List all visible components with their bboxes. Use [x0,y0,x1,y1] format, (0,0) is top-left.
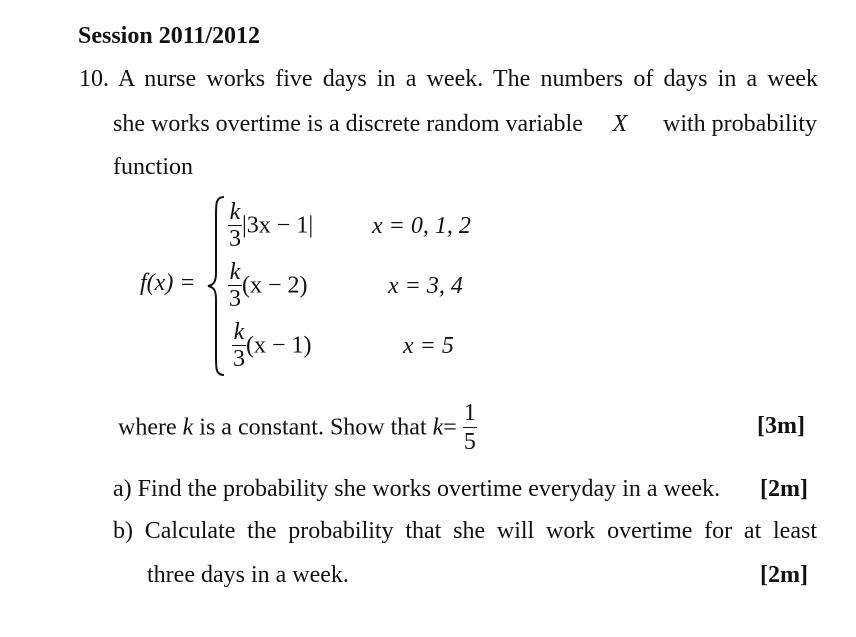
constant-mid: is a constant. Show that [199,414,427,441]
case-2-denominator: 3 [229,286,241,312]
question-line-2 [113,110,817,138]
constant-fraction [463,399,477,456]
case-3-expression: (x − 1) [246,332,312,359]
question-line-2-pre: she works overtime is a discrete random variable [113,111,583,137]
constant-k2: k [432,414,444,441]
case-1-fraction [228,199,242,252]
constant-denominator: 5 [463,429,476,455]
part-a-text: a) Find the probability she works overtime everyday in a week. [113,476,721,502]
case-3-condition: x = 5 [403,333,454,359]
constant-k: k [182,414,194,441]
constant-marks: [3m] [757,413,805,439]
part-b-marks: [2m] [760,562,808,588]
function-lhs [140,270,196,297]
left-brace-icon [206,195,228,377]
case-1-condition: x = 0, 1, 2 [372,213,471,239]
case-1-numerator: k [229,199,241,225]
constant-equals: = [443,414,457,441]
constant-statement [118,399,477,456]
question-line-1: A nurse works five days in a week. The numbers of days in a week [118,66,818,92]
part-b-line-2: three days in a week. [147,562,349,588]
part-a-marks: [2m] [760,476,808,502]
case-2-expression: (x − 2) [242,272,308,299]
case-1-denominator: 3 [229,226,241,252]
question-line-2-post: with probability [663,111,817,137]
session-heading: Session 2011/2012 [78,23,261,49]
case-3-fraction [232,319,246,372]
case-3-numerator: k [233,319,245,345]
constant-numerator: 1 [463,400,476,426]
case-row-1 [228,199,313,252]
part-b-line-1: b) Calculate the probability that she will work overtime for at least [113,518,817,544]
question-number: 10. [79,66,109,92]
case-row-2 [228,259,308,312]
case-2-condition: x = 3, 4 [388,273,463,299]
function-label: f(x) = [140,270,196,296]
case-2-numerator: k [229,259,241,285]
case-2-fraction [228,259,242,312]
case-row-3 [232,319,312,372]
case-1-expression: |3x − 1| [242,212,314,239]
constant-pre: where [118,414,177,441]
random-variable: X [612,111,628,137]
case-3-denominator: 3 [233,346,245,372]
question-line-3: function [113,154,193,180]
